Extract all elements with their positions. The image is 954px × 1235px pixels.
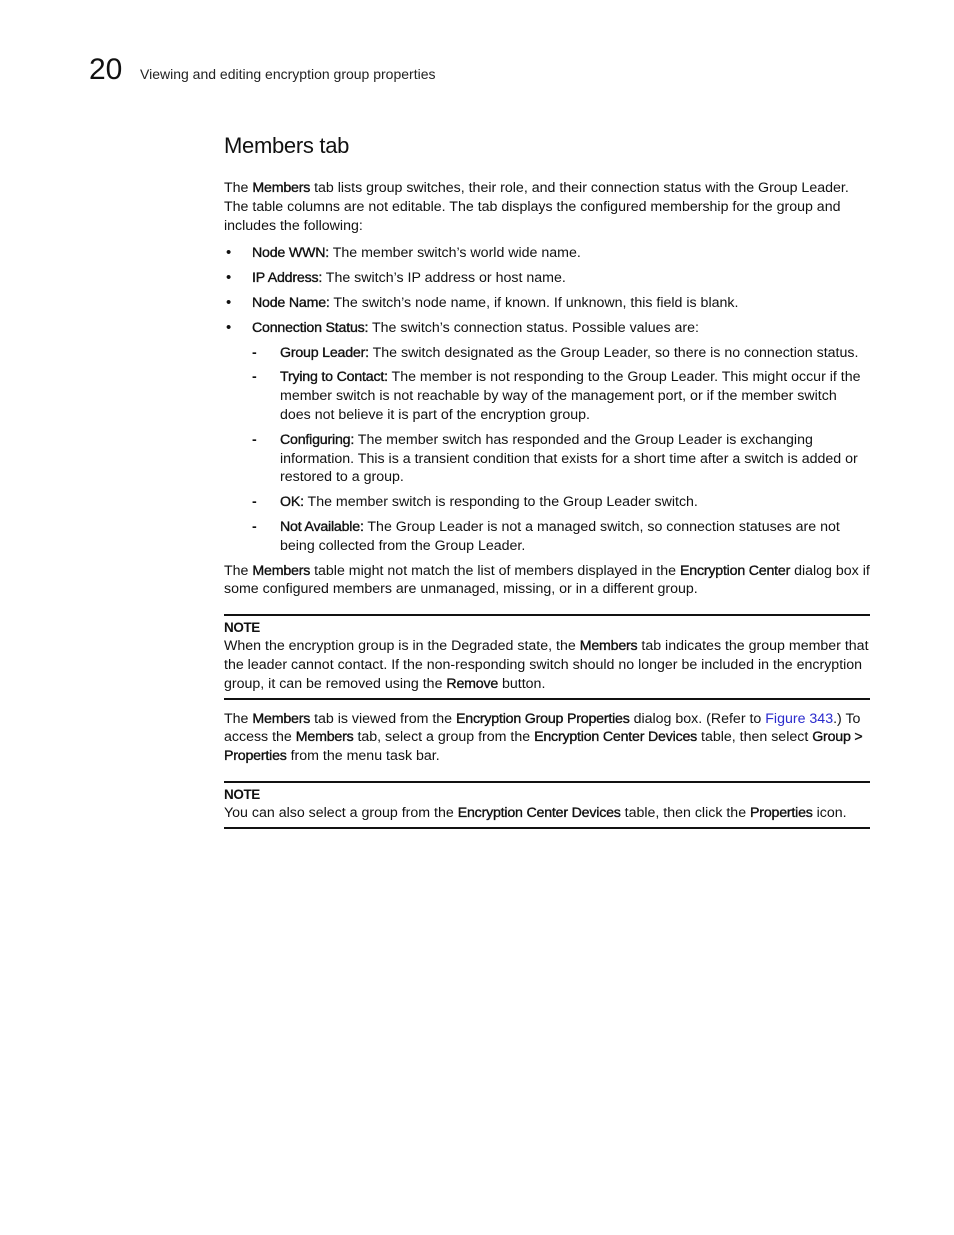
note-text: You can also select a group from the Encryption Center Devices table, then click the Properties icon.: [224, 804, 847, 821]
figure-343-link[interactable]: Figure 343: [765, 710, 834, 727]
running-header-title: Viewing and editing encryption group properties: [140, 66, 436, 82]
list-item: • IP Address: The switch’s IP address or host name.: [224, 269, 870, 288]
members-table-paragraph: The Members table might not match the list of members displayed in the Encryption Center dialog box if some configured members are unmanaged, missing, or in a different group.: [224, 562, 870, 598]
access-paragraph: The Members tab is viewed from the Encryption Group Properties dialog box. (Refer to Figure 343.) To access the Members tab, select a group from the Encryption Center Devices table, then select Group > Properties from the menu task bar.: [224, 710, 863, 765]
note-properties-icon: [224, 781, 870, 829]
list-item: • Node WWN: The member switch’s world wide name.: [224, 244, 870, 263]
list-item: - Not Available: The Group Leader is not a managed switch, so connection statuses are not being collected from the Group Leader.: [252, 518, 870, 556]
list-item: - Group Leader: The switch designated as the Group Leader, so there is no connection status.: [252, 344, 870, 363]
note-title: NOTE: [224, 620, 260, 636]
page-content: [224, 130, 870, 829]
list-item: • Node Name: The switch’s node name, if known. If unknown, this field is blank.: [224, 294, 870, 313]
members-columns-list: [224, 244, 870, 555]
list-item: • Connection Status: The switch’s connection status. Possible values are: - Group Leader: The switch designated as the Group Leader, so there is no connection status. - Trying to Contact: The member is not responding to the Group Leader. This might occur if the member switch is not reachable by way of the management port, or if the member switch does not believe it is part of the encryption group. - Configuring: The member switch has responded and the Group Leader is exchanging information. This is a transient condition that exists for a short time after a switch is added or restored to a group. - OK: The member switch is responding to the Group Leader switch. - Not Available: The Group Leader is not a managed switch, so connection statuses are not being collected from the Group Leader.: [224, 319, 870, 556]
section-heading: Members tab: [224, 133, 350, 158]
list-item: - OK: The member switch is responding to the Group Leader switch.: [252, 493, 870, 512]
note-text: When the encryption group is in the Degraded state, the Members tab indicates the group member that the leader cannot contact. If the non-responding switch should no longer be included in the encryption group, it can be removed using the Remove button.: [224, 638, 869, 692]
list-item: - Trying to Contact: The member is not responding to the Group Leader. This might occur if the member switch is not reachable by way of the management port, or if the member switch does not believe it is part of the encryption group.: [252, 368, 870, 424]
note-title: NOTE: [224, 786, 260, 802]
chapter-number: 20: [89, 53, 123, 86]
list-item: - Configuring: The member switch has responded and the Group Leader is exchanging information. This is a transient condition that exists for a short time after a switch is added or restored to a group.: [252, 431, 870, 487]
intro-paragraph: The Members tab lists group switches, their role, and their connection status with the Group Leader. The table columns are not editable. The tab displays the configured membership for the group and includes the following:: [224, 180, 849, 234]
connection-status-list: [252, 344, 870, 556]
note-degraded-state: [224, 614, 870, 699]
